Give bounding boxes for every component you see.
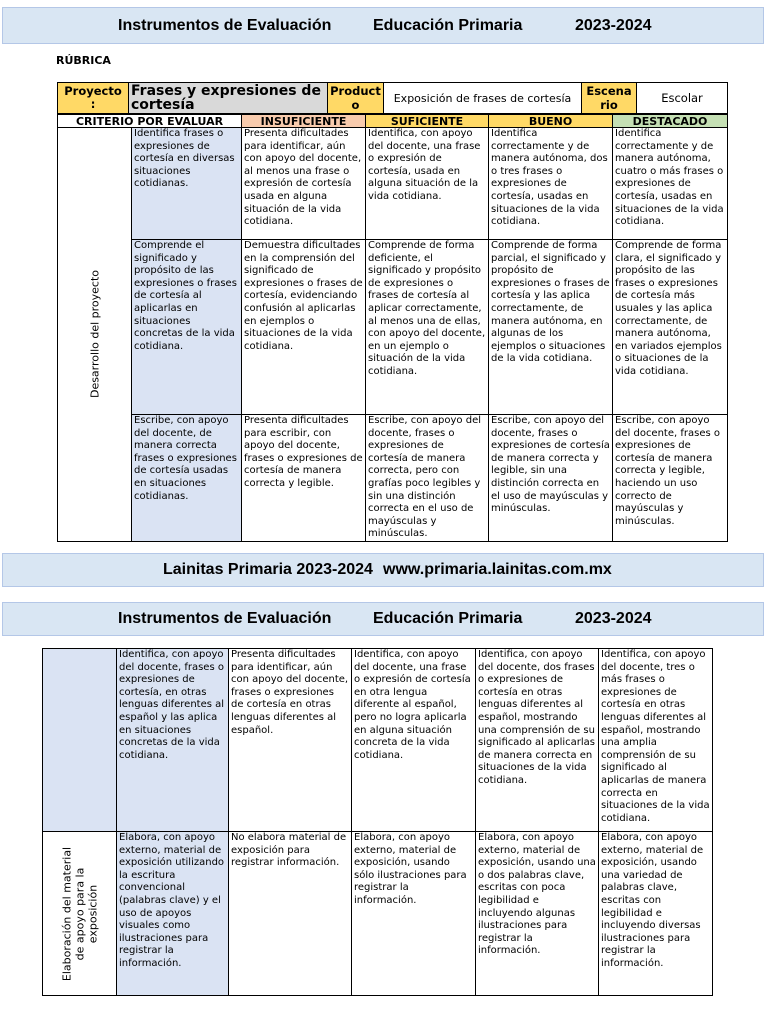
section-label: Desarrollo del proyecto [58,128,132,542]
header-left: Instrumentos de Evaluación [118,16,332,34]
bueno-cell: Elabora, con apoyo externo, material de exposición, usando una o dos palabras clave, escritas con poca legibilidad e incluyendo algunas ilustraciones para registrar la información. [476,832,599,996]
footer-left: Lainitas Primaria 2023-2024 [163,561,373,578]
escenario-label: Escenario [582,83,637,114]
destacado-cell: Comprende de forma clara, el significado y propósito de las frases o expresiones de cortesía más usuales y las aplica correctamente, de manera autónoma, en variados ejemplos o situaciones de la vida cotidiana. [613,240,728,415]
insuficiente-cell: No elabora material de exposición para registrar información. [229,832,352,996]
destacado-cell: Elabora, con apoyo externo, material de exposición, usando una variedad de palabras clave, escritas con legibilidad e incluyendo diversas ilustraciones para registrar la información. [599,832,713,996]
table-row [43,649,713,832]
criterio-cell: Escribe, con apoyo del docente, de manera correcta frases o expresiones de cortesía usadas en situaciones cotidianas. [132,415,242,542]
criterio-cell: Identifica frases o expresiones de cortesía en diversas situaciones cotidianas. [132,128,242,240]
footer-url[interactable]: www.primaria.lainitas.com.mx [383,561,612,578]
suficiente-cell: Comprende de forma deficiente, el significado y propósito de expresiones o frases de cortesía al aplicar correctamente, al menos una de ellas, con apoyo del docente, en un ejemplo o situación de la vida cotidiana. [366,240,489,415]
project-info-table [57,82,728,114]
section-label: Elaboración del material de apoyo para la exposición [43,832,117,996]
rubric-table-2 [42,648,713,996]
bueno-cell: Identifica correctamente y de manera autónoma, dos o tres frases o expresiones de cortesía, usadas en situaciones de la vida cotidiana. [489,128,613,240]
footer-banner [2,553,764,587]
bueno-cell: Identifica, con apoyo del docente, dos frases o expresiones de cortesía en otras lenguas diferentes al español, mostrando una comprensión de su significado al aplicarlas de manera correcta en situaciones de la vida cotidiana. [476,649,599,832]
header-right: 2023-2024 [575,16,652,34]
destacado-cell: Identifica, con apoyo del docente, tres o más frases o expresiones de cortesía en otras lenguas diferentes al español, mostrando una amplia comprensión de su significado al aplicarlas de manera correcta en situaciones de la vida cotidiana. [599,649,713,832]
header-middle: Educación Primaria [373,16,523,34]
col-suficiente: SUFICIENTE [366,115,489,128]
bueno-cell: Comprende de forma parcial, el significado y propósito de expresiones o frases de cortesía y las aplica correctamente, de manera autónoma, en algunas de los ejemplos o situaciones de la vida cotidiana. [489,240,613,415]
col-bueno: BUENO [489,115,613,128]
table-row [58,240,728,415]
suficiente-cell: Identifica, con apoyo del docente, una frase o expresión de cortesía en otra lengua diferente al español, pero no logra aplicarla en alguna situación concreta de la vida cotidiana. [352,649,476,832]
criterio-cell: Comprende el significado y propósito de las expresiones o frases de cortesía al aplicarlas en situaciones concretas de la vida cotidiana. [132,240,242,415]
table-row [58,128,728,240]
bueno-cell: Escribe, con apoyo del docente, frases o expresiones de cortesía de manera correcta y legible, sin una distinción correcta en el uso de mayúsculas y minúsculas. [489,415,613,542]
table-row [43,832,713,996]
header-left: Instrumentos de Evaluación [118,610,332,627]
col-criterio: CRITERIO POR EVALUAR [58,115,242,128]
suficiente-cell: Escribe, con apoyo del docente, frases o expresiones de cortesía de manera correcta, pero con grafías poco legibles y sin una distinción correcta en el uso de mayúsculas y minúsculas. [366,415,489,542]
insuficiente-cell: Presenta dificultades para identificar, aún con apoyo del docente, frases o expresiones de cortesía en otras lenguas diferentes al español. [229,649,352,832]
header-right: 2023-2024 [575,610,652,627]
insuficiente-cell: Demuestra dificultades en la comprensión del significado de expresiones o frases de cortesía, evidenciando confusión al aplicarlas en ejemplos o situaciones de la vida cotidiana. [242,240,366,415]
table-row [58,415,728,542]
insuficiente-cell: Presenta dificultades para escribir, con apoyo del docente, frases o expresiones de cortesía de manera correcta y legible. [242,415,366,542]
suficiente-cell: Identifica, con apoyo del docente, una frase o expresión de cortesía, usada en alguna situación de la vida cotidiana. [366,128,489,240]
producto-value: Exposición de frases de cortesía [384,83,582,114]
rubric-table-1 [57,114,728,542]
proyecto-value: Frases y expresiones de cortesía [129,83,328,114]
suficiente-cell: Elabora, con apoyo externo, material de exposición, usando sólo ilustraciones para registrar la información. [352,832,476,996]
section-label-empty [43,649,117,832]
col-insuficiente: INSUFICIENTE [242,115,366,128]
header-banner-2 [2,602,764,636]
destacado-cell: Identifica correctamente y de manera autónoma, cuatro o más frases o expresiones de cortesía, usadas en situaciones de la vida cotidiana. [613,128,728,240]
col-destacado: DESTACADO [613,115,728,128]
header-banner [2,7,764,44]
header-middle: Educación Primaria [373,610,523,627]
rubrica-label: RÚBRICA [56,54,111,67]
insuficiente-cell: Presenta dificultades para identificar, aún con apoyo del docente, al menos una frase o expresión de cortesía usada en alguna situación de la vida cotidiana. [242,128,366,240]
producto-label: Producto [328,83,384,114]
criterio-cell: Identifica, con apoyo del docente, frases o expresiones de cortesía, en otras lenguas diferentes al español y las aplica en situaciones concretas de la vida cotidiana. [117,649,229,832]
criterio-cell: Elabora, con apoyo externo, material de exposición utilizando la escritura convencional (palabras clave) y el uso de apoyos visuales como ilustraciones para registrar la información. [117,832,229,996]
destacado-cell: Escribe, con apoyo del docente, frases o expresiones de cortesía de manera correcta y legible, haciendo un uso correcto de mayúsculas y minúsculas. [613,415,728,542]
escenario-value: Escolar [637,83,728,114]
proyecto-label: Proyecto : [58,83,129,114]
